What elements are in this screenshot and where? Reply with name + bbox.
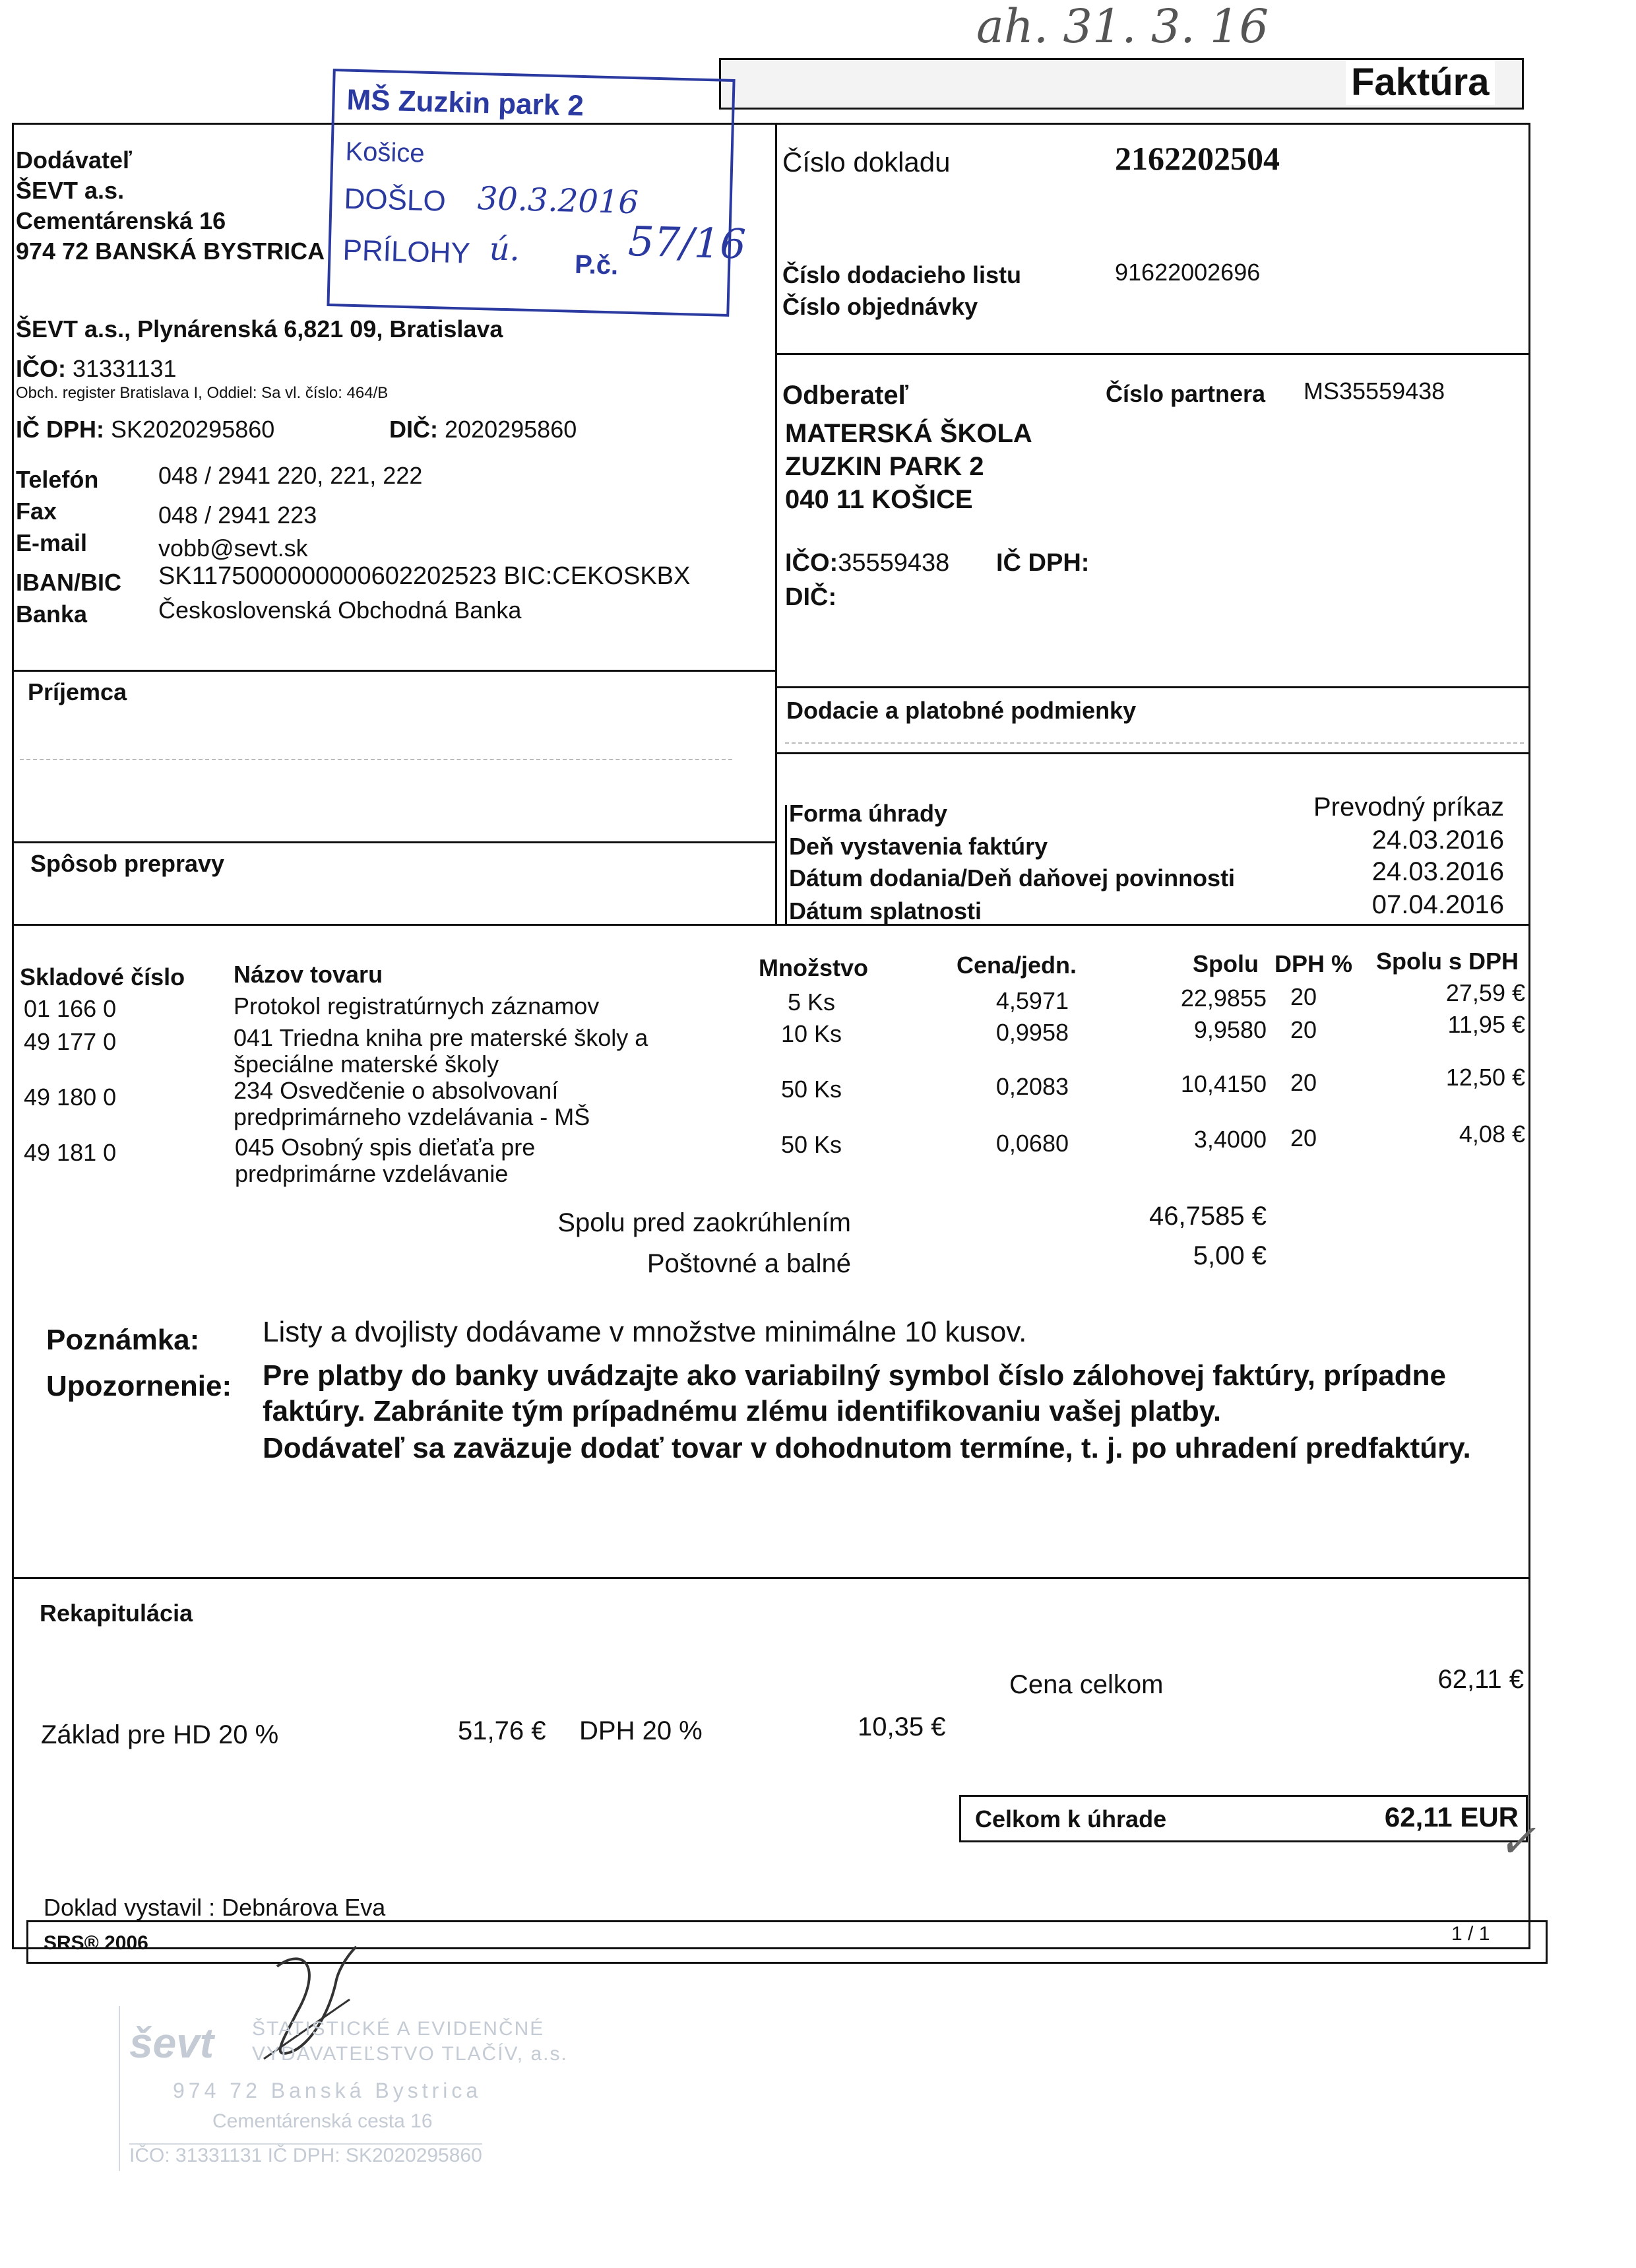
dic-value: 2020295860	[445, 416, 577, 443]
iban-label: IBAN/BIC	[16, 569, 121, 596]
company-stamp-line1: ŠTATISTICKÉ A EVIDENČNÉ	[252, 2018, 545, 2040]
row-gross: 11,95 €	[1447, 1011, 1525, 1038]
recap-base-value: 51,76 €	[458, 1716, 546, 1745]
supplier-bottom-line	[12, 670, 777, 672]
customer-dic-label: DIČ:	[785, 583, 837, 611]
company-stamp-line5: IČO: 31331131 IČ DPH: SK2020295860	[129, 2145, 482, 2166]
amount-due-value: 62,11 EUR	[1384, 1801, 1519, 1832]
supplier-name: ŠEVT a.s.	[16, 177, 125, 204]
warning-label: Upozornenie:	[46, 1370, 232, 1402]
supplier-branch: ŠEVT a.s., Plynárenská 6,821 09, Bratislava	[16, 315, 503, 342]
header-bottom-line	[12, 924, 1530, 926]
supplier-street: Cementárenská 16	[16, 207, 226, 234]
phone-value: 048 / 2941 220, 221, 222	[158, 462, 423, 489]
due-value: 07.04.2016	[1371, 890, 1504, 919]
delivery-label: Číslo dodacieho listu	[782, 261, 1022, 288]
row-code: 49 181 0	[24, 1139, 117, 1166]
invoice-title: Faktúra	[1346, 61, 1495, 105]
row-name: Protokol registratúrnych záznamov	[234, 992, 600, 1020]
docnum-bottom-line	[775, 353, 1530, 355]
customer-ico	[785, 549, 949, 578]
row-qty: 5 Ks	[787, 988, 836, 1016]
row-vat: 20	[1290, 983, 1317, 1010]
row-vat: 20	[1290, 1124, 1317, 1151]
terms-dash	[785, 742, 1524, 744]
row-gross: 27,59 €	[1445, 979, 1525, 1006]
note-text: Listy a dvojlisty dodávame v množstve minimálne 10 kusov.	[263, 1316, 1027, 1348]
icdph-label: IČ DPH:	[16, 416, 104, 443]
amount-due-label: Celkom k úhrade	[975, 1805, 1167, 1832]
postage-value: 5,00 €	[1193, 1241, 1267, 1270]
customer-ico-label: IČO:	[785, 549, 838, 577]
check-mark: ✓	[1497, 1814, 1536, 1868]
bank-value: Československá Obchodná Banka	[158, 597, 522, 624]
partner-label: Číslo partnera	[1106, 380, 1266, 407]
icdph-value: SK2020295860	[111, 416, 275, 443]
supplier-register: Obch. register Bratislava I, Oddiel: Sa vl. číslo: 464/B	[16, 384, 389, 402]
row-code: 01 166 0	[24, 995, 117, 1022]
col-header-qty: Množstvo	[759, 954, 868, 981]
subtotal-label: Spolu pred zaokrúhlením	[557, 1208, 851, 1237]
col-header-total: Spolu	[1193, 950, 1259, 977]
supplier-city: 974 72 BANSKÁ BYSTRICA	[16, 238, 325, 265]
customer-street: ZUZKIN PARK 2	[785, 452, 984, 481]
ico-value: 31331131	[73, 355, 177, 382]
iban-value: SK1175000000000602202523 BIC:CEKOSKBX	[158, 562, 691, 590]
customer-city: 040 11 KOŠICE	[785, 485, 973, 514]
docnum-value: 2162202504	[1115, 140, 1280, 177]
row-qty: 10 Ks	[780, 1020, 842, 1047]
supply-label: Dátum dodania/Deň daňovej povinnosti	[789, 864, 1236, 891]
footer-right: 1 / 1	[1451, 1923, 1490, 1945]
customer-icdph-label: IČ DPH:	[996, 549, 1090, 577]
customer-bottom-line	[775, 686, 1530, 688]
row-name: 041 Triedna kniha pre materské školy a	[234, 1024, 648, 1051]
recap-label: Rekapitulácia	[40, 1600, 193, 1627]
dic-label: DIČ:	[389, 416, 438, 443]
col-header-code: Skladové číslo	[20, 963, 185, 990]
stamp-line3-label: DOŠLO	[344, 182, 447, 218]
row-name-cont: predprimárne vzdelávanie	[235, 1160, 509, 1187]
postage-label: Poštovné a balné	[646, 1249, 851, 1278]
row-name-cont: predprimárneho vzdelávania - MŠ	[234, 1103, 590, 1130]
recap-total-label: Cena celkom	[1009, 1670, 1164, 1699]
row-total: 9,9580	[1193, 1016, 1267, 1043]
issue-value: 24.03.2016	[1371, 826, 1504, 855]
row-unit: 0,2083	[995, 1073, 1069, 1100]
recap-total-value: 62,11 €	[1437, 1665, 1524, 1694]
bank-label: Banka	[16, 600, 88, 628]
payment-label: Forma úhrady	[789, 800, 948, 827]
company-stamp-logo: ševt	[129, 2019, 214, 2067]
order-label: Číslo objednávky	[782, 293, 978, 320]
recipient-label: Príjemca	[28, 678, 127, 705]
customer-ico-value: 35559438	[838, 549, 950, 577]
row-vat: 20	[1290, 1016, 1317, 1043]
stamp-line2: Košice	[344, 137, 425, 168]
fax-label: Fax	[16, 498, 57, 525]
row-unit: 4,5971	[995, 987, 1069, 1014]
recipient-dash	[20, 759, 732, 760]
customer-name: MATERSKÁ ŠKOLA	[785, 419, 1032, 448]
warning-line1: Pre platby do banky uvádzajte ako variabilný symbol číslo zálohovej faktúry, prípadne	[263, 1359, 1446, 1392]
supplier-icdph	[16, 416, 274, 443]
supplier-dic	[389, 416, 577, 443]
terms-label: Dodacie a platobné podmienky	[786, 697, 1137, 724]
stamp-pc-label: P.č.	[574, 249, 619, 280]
row-name-cont: špeciálne materské školy	[234, 1051, 499, 1078]
stamp-line4-label: PRÍLOHY	[342, 234, 471, 270]
stamp-pc-value: 57/16	[627, 216, 747, 269]
payment-value: Prevodný príkaz	[1313, 793, 1504, 822]
footer-left: SRS® 2006	[44, 1932, 148, 1954]
supplier-label: Dodávateľ	[16, 146, 132, 174]
row-qty: 50 Ks	[780, 1076, 842, 1103]
col-header-unit: Cena/jedn.	[957, 952, 1077, 979]
col-header-vat: DPH %	[1274, 950, 1353, 977]
due-label: Dátum splatnosti	[789, 897, 982, 924]
warning-line2: faktúry. Zabránite tým prípadnému zlému identifikovaniu vašej platby.	[263, 1395, 1222, 1427]
docnum-label: Číslo dokladu	[782, 146, 951, 178]
subtotal-value: 46,7585 €	[1149, 1202, 1267, 1231]
transport-label: Spôsob prepravy	[30, 850, 225, 877]
recap-vat-value: 10,35 €	[858, 1712, 946, 1741]
row-unit: 0,0680	[995, 1130, 1069, 1157]
row-total: 10,4150	[1180, 1070, 1267, 1097]
terms-inner-line	[785, 805, 787, 924]
warning-line3: Dodávateľ sa zaväzuje dodať tovar v dohodnutom termíne, t. j. po uhradení predfaktúry.	[263, 1432, 1471, 1464]
row-gross: 12,50 €	[1445, 1064, 1525, 1091]
row-total: 3,4000	[1193, 1126, 1267, 1153]
fax-value: 048 / 2941 223	[158, 502, 317, 529]
recap-base-label: Základ pre HD 20 %	[41, 1720, 279, 1749]
stamp-line3-value: 30.3.2016	[477, 179, 639, 222]
row-total: 22,9855	[1180, 985, 1267, 1012]
company-stamp-line4: Cementárenská cesta 16	[212, 2110, 433, 2132]
company-stamp-line3: 974 72 Banská Bystrica	[173, 2079, 482, 2102]
stamp-line1: MŠ Zuzkin park 2	[346, 83, 584, 123]
issue-label: Deň vystavenia faktúry	[789, 833, 1048, 860]
handwritten-date-note: ah. 31. 3. 16	[976, 0, 1269, 53]
row-code: 49 180 0	[24, 1084, 117, 1111]
recipient-bottom-line	[12, 841, 777, 843]
partner-value: MS35559438	[1304, 377, 1445, 405]
note-label: Poznámka:	[46, 1324, 200, 1356]
row-name: 045 Osobný spis dieťaťa pre	[235, 1134, 536, 1161]
col-header-gross: Spolu s DPH	[1376, 948, 1519, 975]
row-vat: 20	[1290, 1069, 1317, 1096]
email-label: E-mail	[16, 529, 88, 556]
recap-top-line	[12, 1577, 1530, 1579]
row-gross: 4,08 €	[1459, 1120, 1525, 1148]
ico-label: IČO:	[16, 355, 66, 382]
header-divider	[775, 123, 777, 924]
email-value: vobb@sevt.sk	[158, 535, 308, 562]
company-stamp	[119, 2006, 569, 2171]
col-header-name: Názov tovaru	[234, 961, 383, 988]
customer-label: Odberateľ	[782, 381, 909, 410]
supply-value: 24.03.2016	[1371, 857, 1504, 886]
phone-label: Telefón	[16, 466, 99, 493]
row-code: 49 177 0	[24, 1028, 117, 1055]
row-name: 234 Osvedčenie o absolvovaní	[234, 1077, 559, 1104]
company-stamp-line2: VYDAVATEĽSTVO TLAČÍV, a.s.	[252, 2043, 568, 2065]
supplier-ico	[16, 355, 177, 382]
recap-vat-label: DPH 20 %	[579, 1716, 703, 1745]
stamp-line4-value: ú.	[489, 230, 520, 269]
issued-by: Doklad vystavil : Debnárova Eva	[44, 1894, 386, 1921]
row-unit: 0,9958	[995, 1019, 1069, 1046]
delivery-value: 91622002696	[1115, 259, 1261, 286]
received-stamp	[327, 69, 747, 317]
row-qty: 50 Ks	[780, 1131, 842, 1158]
terms-label-line	[775, 752, 1530, 754]
